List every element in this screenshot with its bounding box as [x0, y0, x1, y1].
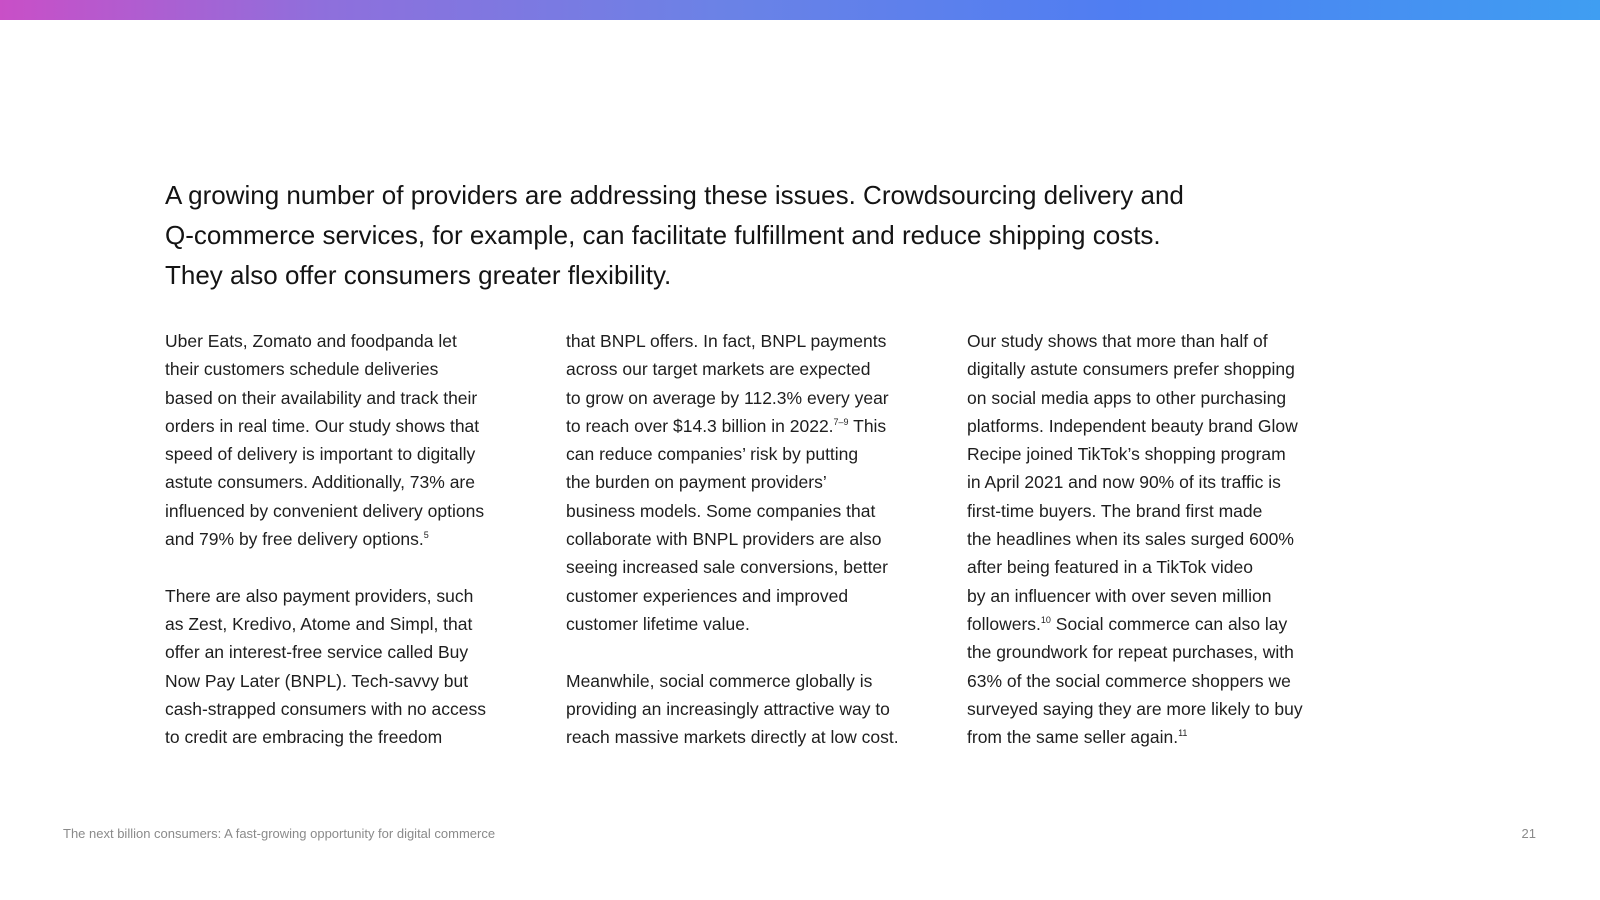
text-line: customer lifetime value.	[566, 613, 750, 634]
text-line: their customers schedule deliveries	[165, 359, 439, 380]
text-fragment: to reach over $14.3 billion in 2022.	[566, 415, 834, 436]
paragraph-spacer	[566, 638, 941, 666]
text-line: customer experiences and improved	[566, 585, 849, 606]
intro-line: Q-commerce services, for example, can facilitate fulfillment and reduce shipping costs.	[165, 220, 1161, 250]
footer-document-title: The next billion consumers: A fast-growing opportunity for digital commerce	[63, 826, 496, 841]
intro-line: They also offer consumers greater flexibility.	[165, 260, 672, 290]
text-line: the burden on payment providers’	[566, 472, 827, 493]
text-line: across our target markets are expected	[566, 359, 871, 380]
text-line: reach massive markets directly at low cost.	[566, 727, 899, 748]
text-line	[967, 610, 1342, 638]
paragraph-social-commerce	[566, 667, 941, 752]
paragraph-bnpl-intro	[165, 582, 540, 752]
text-line: Now Pay Later (BNPL). Tech-savvy but	[165, 670, 469, 691]
text-line	[165, 525, 540, 553]
intro-heading	[165, 175, 1315, 295]
paragraph-bnpl-growth	[566, 327, 941, 638]
text-fragment: and 79% by free delivery options.	[165, 529, 424, 550]
text-column-3	[967, 327, 1342, 751]
text-line: offer an interest-free service called Buy	[165, 642, 469, 663]
text-line: influenced by convenient delivery options	[165, 500, 485, 521]
text-line: orders in real time. Our study shows that	[165, 415, 480, 436]
footnote-reference: 11	[1178, 728, 1188, 739]
text-column-2	[566, 327, 941, 751]
text-line: based on their availability and track their	[165, 387, 478, 408]
text-line: that BNPL offers. In fact, BNPL payments	[566, 331, 887, 351]
footnote-reference: 10	[1040, 614, 1051, 625]
text-line: business models. Some companies that	[566, 500, 876, 521]
text-line: can reduce companies’ risk by putting	[566, 444, 859, 465]
text-line	[566, 412, 941, 440]
text-line: speed of delivery is important to digitally	[165, 444, 476, 465]
text-line: Uber Eats, Zomato and foodpanda let	[165, 331, 457, 351]
paragraph-social-study	[967, 327, 1342, 751]
text-line: Our study shows that more than half of	[967, 331, 1268, 351]
text-line: first-time buyers. The brand first made	[967, 500, 1263, 521]
text-line: by an influencer with over seven million	[967, 585, 1272, 606]
text-line: to credit are embracing the freedom	[165, 727, 443, 748]
text-line: to grow on average by 112.3% every year	[566, 387, 889, 408]
text-line: in April 2021 and now 90% of its traffic is	[967, 472, 1281, 493]
text-column-1	[165, 327, 540, 751]
text-line: the headlines when its sales surged 600%	[967, 529, 1294, 550]
text-line: surveyed saying they are more likely to buy	[967, 698, 1303, 719]
text-line: platforms. Independent beauty brand Glow	[967, 415, 1298, 436]
paragraph-delivery	[165, 327, 540, 553]
paragraph-spacer	[165, 553, 540, 581]
text-line: collaborate with BNPL providers are also	[566, 529, 882, 550]
text-line: Recipe joined TikTok’s shopping program	[967, 444, 1286, 465]
text-line: cash-strapped consumers with no access	[165, 698, 486, 719]
page-number: 21	[1521, 826, 1536, 841]
text-line: digitally astute consumers prefer shopping	[967, 359, 1295, 380]
text-line: providing an increasingly attractive way to	[566, 698, 890, 719]
text-line: astute consumers. Additionally, 73% are	[165, 472, 475, 493]
footnote-reference: 7–9	[833, 416, 849, 427]
text-line: on social media apps to other purchasing	[967, 387, 1287, 408]
text-line: after being featured in a TikTok video	[967, 557, 1254, 578]
text-line: the groundwork for repeat purchases, with	[967, 642, 1294, 663]
text-line: 63% of the social commerce shoppers we	[967, 670, 1291, 691]
footnote-reference: 5	[423, 530, 429, 541]
intro-line: A growing number of providers are addressing these issues. Crowdsourcing delivery and	[165, 180, 1184, 210]
text-fragment: followers.	[967, 613, 1041, 634]
text-line	[967, 723, 1342, 751]
text-fragment: Social commerce can also lay	[1050, 613, 1288, 634]
text-fragment: from the same seller again.	[967, 727, 1179, 748]
text-line: There are also payment providers, such	[165, 585, 474, 606]
text-line: Meanwhile, social commerce globally is	[566, 670, 873, 691]
gradient-header-bar	[0, 0, 1600, 20]
text-fragment: This	[848, 415, 887, 436]
text-line: as Zest, Kredivo, Atome and Simpl, that	[165, 613, 473, 634]
text-line: seeing increased sale conversions, better	[566, 557, 888, 578]
